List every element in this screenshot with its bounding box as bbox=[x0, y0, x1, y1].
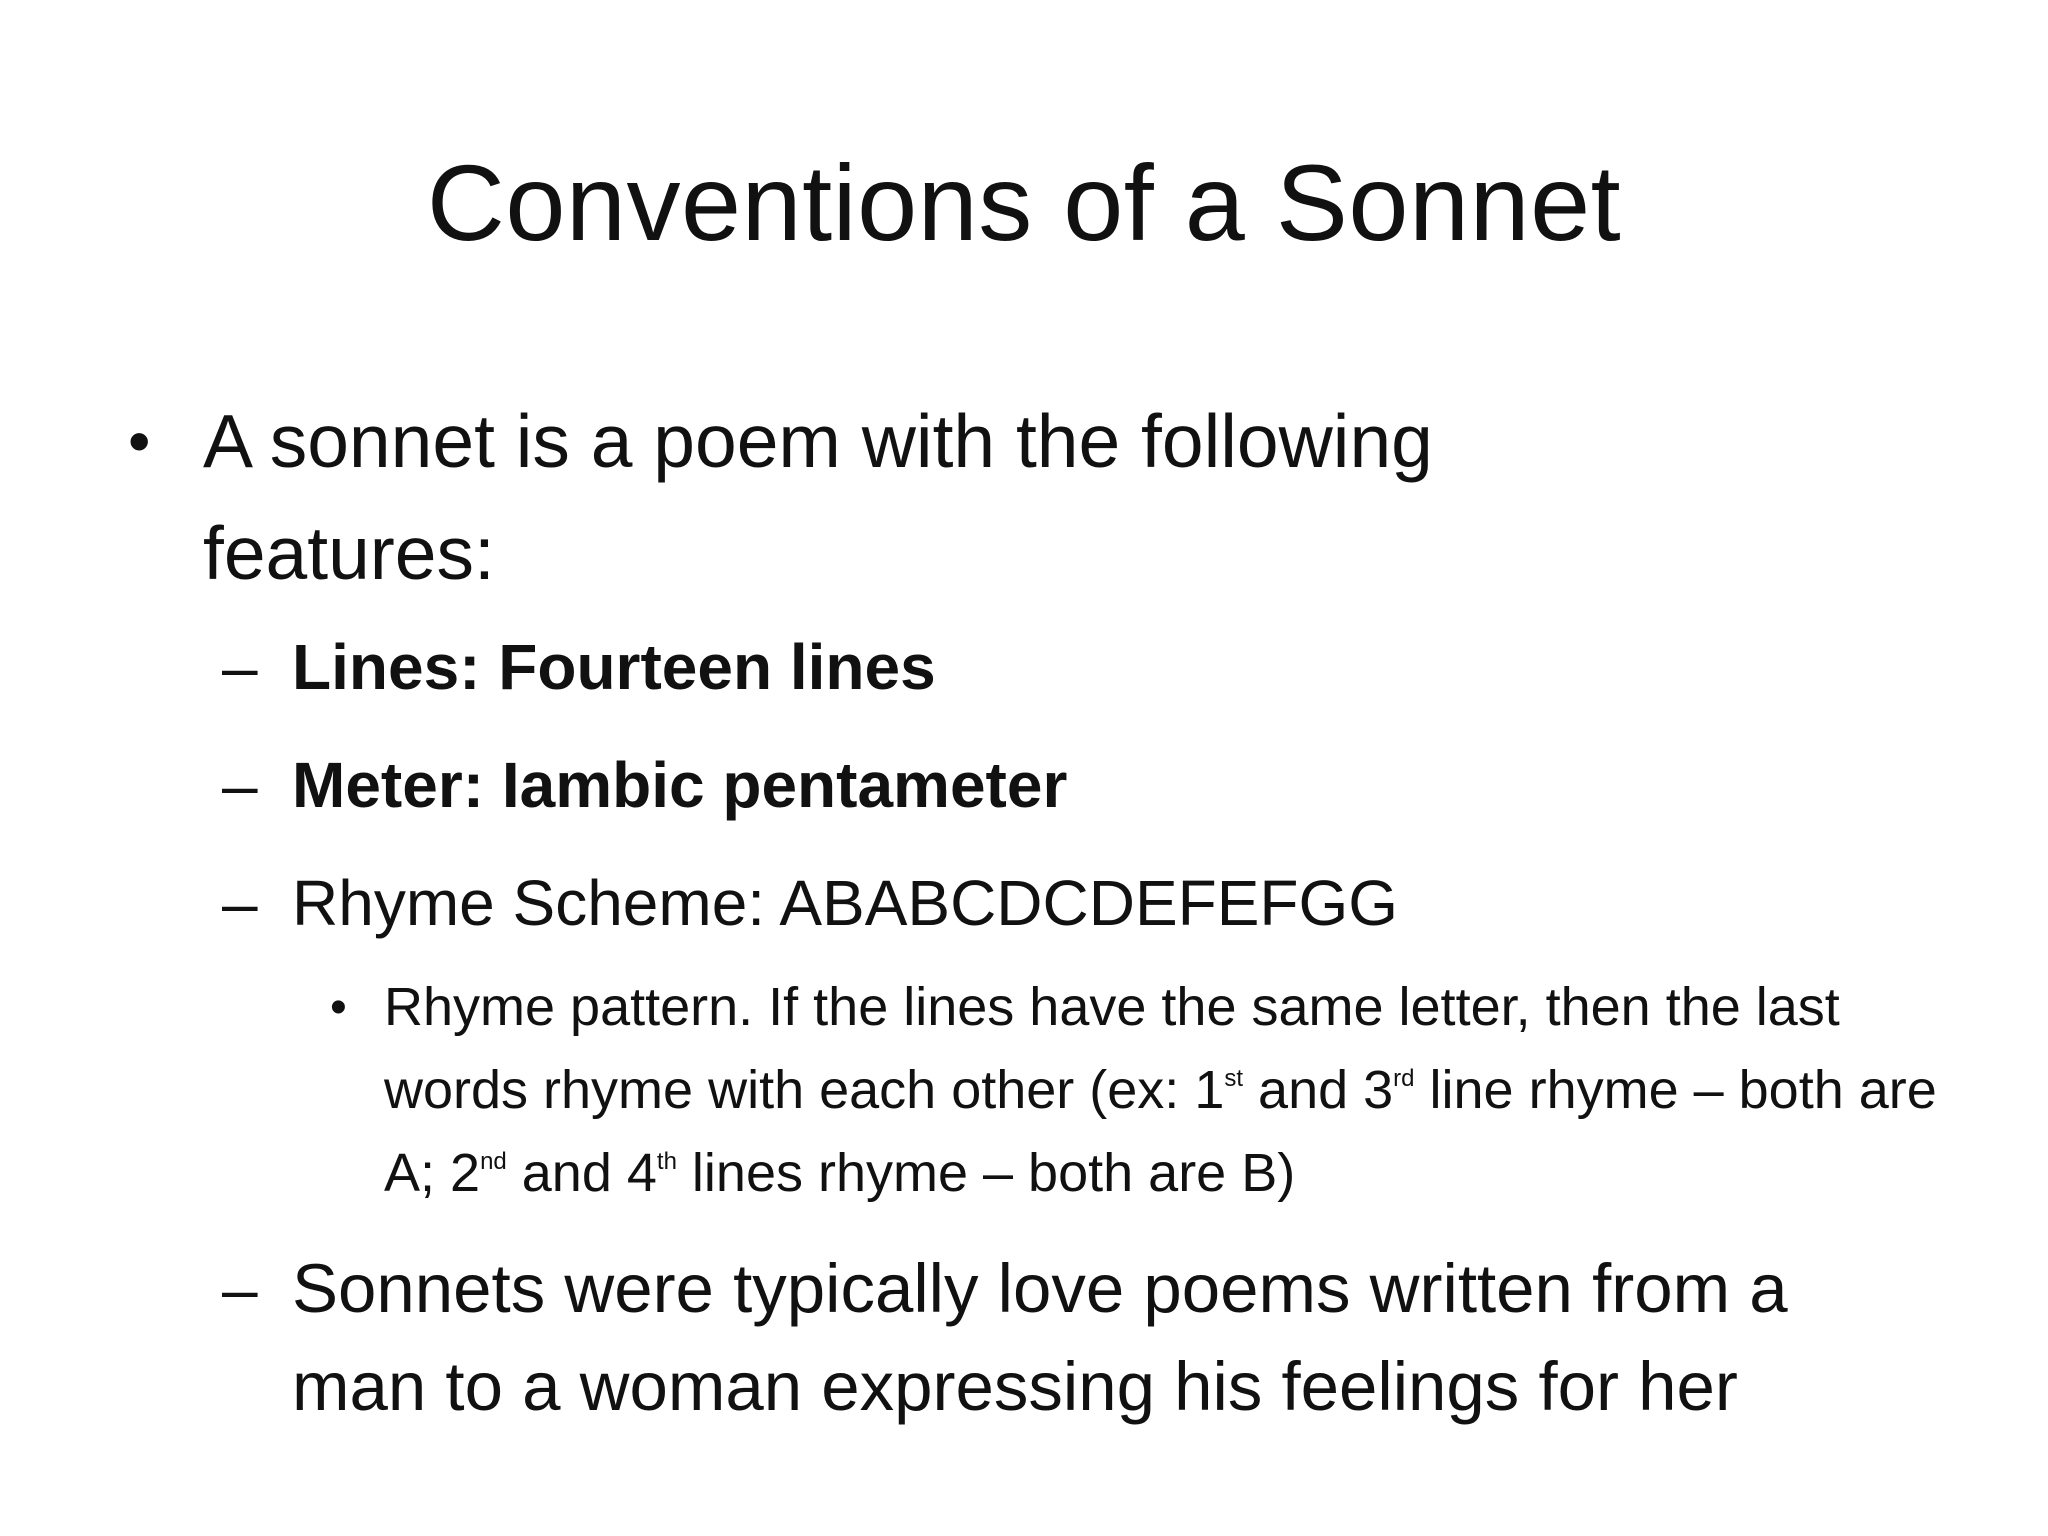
rhyme-note-part: lines rhyme – both are B) bbox=[676, 1143, 1296, 1203]
rhyme-note-part: line rhyme – both are A; 2 bbox=[384, 1060, 1937, 1203]
closing-text: Sonnets were typically love poems written from a man to a woman expressing his feelings for her bbox=[292, 1250, 1788, 1425]
feature-lines bbox=[222, 620, 1922, 714]
rhyme-note-part: and 4 bbox=[506, 1143, 657, 1203]
slide-title: Conventions of a Sonnet bbox=[426, 142, 1622, 263]
rhyme-note-part: Rhyme pattern. If the lines have the same letter, then the last words rhyme with each other (ex: 1 bbox=[384, 977, 1840, 1120]
superscript-ordinal: th bbox=[656, 1148, 677, 1175]
feature-lines-text: Lines: Fourteen lines bbox=[292, 631, 936, 703]
bullet-glyph: • bbox=[128, 405, 151, 477]
feature-rhyme-scheme bbox=[222, 856, 1922, 950]
superscript-ordinal: rd bbox=[1393, 1065, 1415, 1092]
feature-meter-text: Meter: Iambic pentameter bbox=[292, 749, 1068, 821]
dash-glyph: – bbox=[222, 1253, 258, 1325]
superscript-ordinal: nd bbox=[480, 1148, 507, 1175]
bullet-intro bbox=[128, 385, 1688, 609]
feature-rhyme-scheme-text: Rhyme Scheme: ABABCDCDEFEFGG bbox=[292, 867, 1399, 939]
dash-glyph: – bbox=[222, 749, 258, 821]
feature-meter bbox=[222, 738, 1922, 832]
bullet-glyph: • bbox=[330, 981, 347, 1034]
superscript-ordinal: st bbox=[1224, 1065, 1244, 1092]
rhyme-note-part: and 3 bbox=[1243, 1060, 1394, 1120]
dash-glyph: – bbox=[222, 867, 258, 939]
rhyme-pattern-note bbox=[330, 966, 1970, 1215]
rhyme-pattern-text bbox=[384, 966, 1970, 1215]
closing-note bbox=[222, 1240, 1922, 1436]
dash-glyph: – bbox=[222, 631, 258, 703]
intro-text: A sonnet is a poem with the following features: bbox=[203, 399, 1433, 595]
